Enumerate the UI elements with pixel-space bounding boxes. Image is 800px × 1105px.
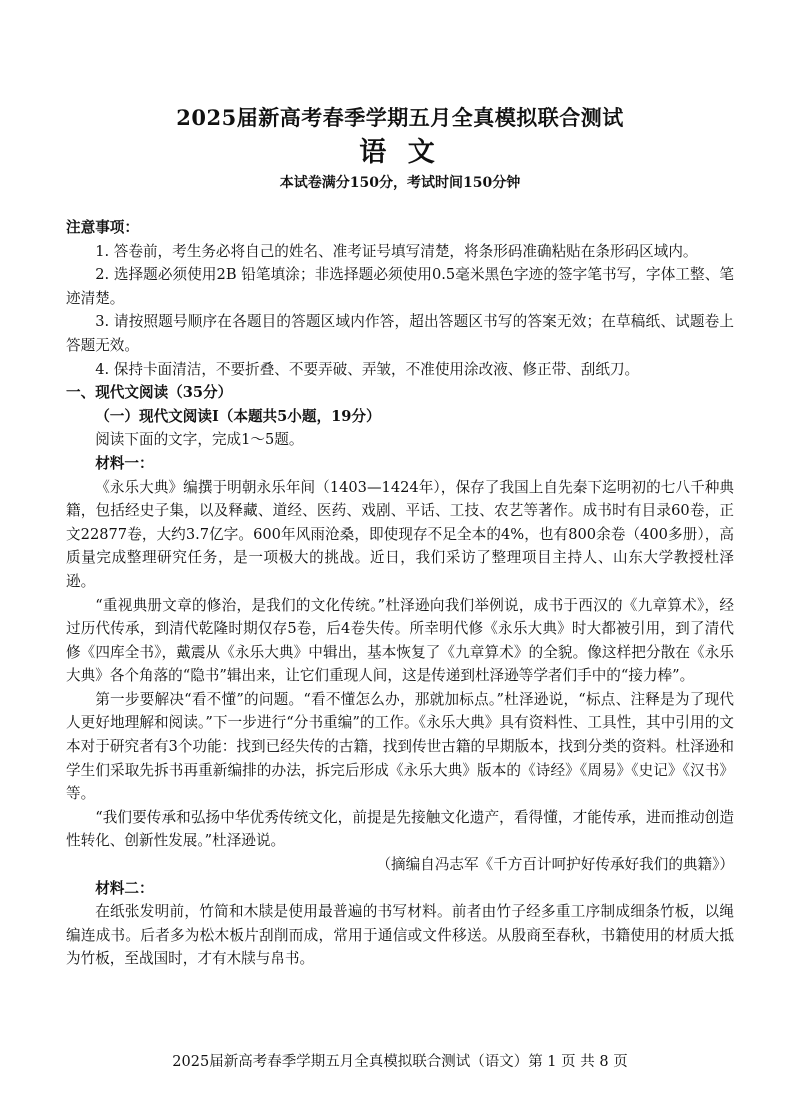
subject-title: 语 文	[359, 137, 441, 168]
exam-title: 2025届新高考春季学期五月全真模拟联合测试	[176, 105, 624, 130]
material2-label: 材料二：	[95, 879, 154, 897]
section-subheading: （一）现代文阅读Ⅰ（本题共5小题，19分）	[95, 407, 381, 425]
material1-label: 材料一：	[95, 454, 154, 472]
exam-meta: 本试卷满分150分，考试时间150分钟	[279, 175, 521, 191]
material1-paragraph: “我们要传承和弘扬中华优秀传统文化，前提是先接触文化遗产，看得懂，才能传承，进而推动创造性转化、创新性发展。”杜泽逊说。	[66, 808, 734, 850]
notice-item: 2. 选择题必须使用2B 铅笔填涂；非选择题必须使用0.5毫米黑色字迹的签字笔书写，字体工整、笔迹清楚。	[66, 266, 734, 307]
material2-paragraph: 在纸张发明前，竹简和木牍是使用最普遍的书写材料。前者由竹子经多重工序制成细条竹板，以绳编连成书。后者多为松木板片刮削而成，常用于通信或文件移送。从殷商至春秋，书籍使用的材质大抵为竹板，至战国时，才有木牍与帛书。	[66, 903, 734, 968]
material1-paragraph: “重视典册文章的修治，是我们的文化传统。”杜泽逊向我们举例说，成书于西汉的《九章算术》，经过历代传承，到清代乾隆时期仅存5卷，后4卷失传。所幸明代修《永乐大典》时大都被引用，到了清代修《四库全书》，戴震从《永乐大典》中辑出，基本恢复了《九章算术》的全貌。像这样把分散在《永乐大典》各个角落的“隐书”辑出来，让它们重现人间，这是传递到杜泽逊等学者们手中的“接力棒”。	[66, 596, 734, 685]
reading-instruction: 阅读下面的文字，完成1～5题。	[95, 431, 304, 449]
material1-source: （摘编自冯志军《千方百计呵护好传承好我们的典籍》）	[376, 856, 734, 874]
exam-content	[66, 216, 734, 971]
notice-item: 1. 答卷前，考生务必将自己的姓名、准考证号填写清楚，将条形码准确粘贴在条形码区域内。	[95, 242, 698, 260]
notice-heading: 注意事项：	[66, 219, 139, 236]
material1-paragraph: 《永乐大典》编撰于明朝永乐年间（1403—1424年），保存了我国上自先秦下迄明初的七八千种典籍，包括经史子集，以及释藏、道经、医药、戏剧、平话、工技、农艺等著作。成书时有目录60卷，正文22877卷，大约3.7亿字。600年风雨沧桑，即使现存不足全本的4%，也有800余卷（400多册），高质量完成整理研究任务，是一项极大的挑战。近日，我们采访了整理项目主持人、山东大学教授杜泽逊。	[66, 478, 734, 590]
page-footer: 2025届新高考春季学期五月全真模拟联合测试（语文）第 1 页 共 8 页	[172, 1054, 628, 1070]
notice-item: 3. 请按照题号顺序在各题目的答题区域内作答，超出答题区书写的答案无效；在草稿纸、试题卷上答题无效。	[66, 313, 734, 354]
notice-item: 4. 保持卡面清洁，不要折叠、不要弄破、弄皱，不准使用涂改液、修正带、刮纸刀。	[95, 360, 640, 378]
section-heading: 一、现代文阅读（35分）	[66, 384, 233, 402]
material1-paragraph: 第一步要解决“看不懂”的问题。“看不懂怎么办，那就加标点。”杜泽逊说，“标点、注释是为了现代人更好地理解和阅读。”下一步进行“分书重编”的工作。《永乐大典》具有资料性、工具性，其中引用的文本对于研究者有3个功能：找到已经失传的古籍，找到传世古籍的早期版本，找到分类的资料。杜泽逊和学生们采取先拆书再重新编排的办法，拆完后形成《永乐大典》版本的《诗经》《周易》《史记》《汉书》等。	[66, 690, 734, 803]
